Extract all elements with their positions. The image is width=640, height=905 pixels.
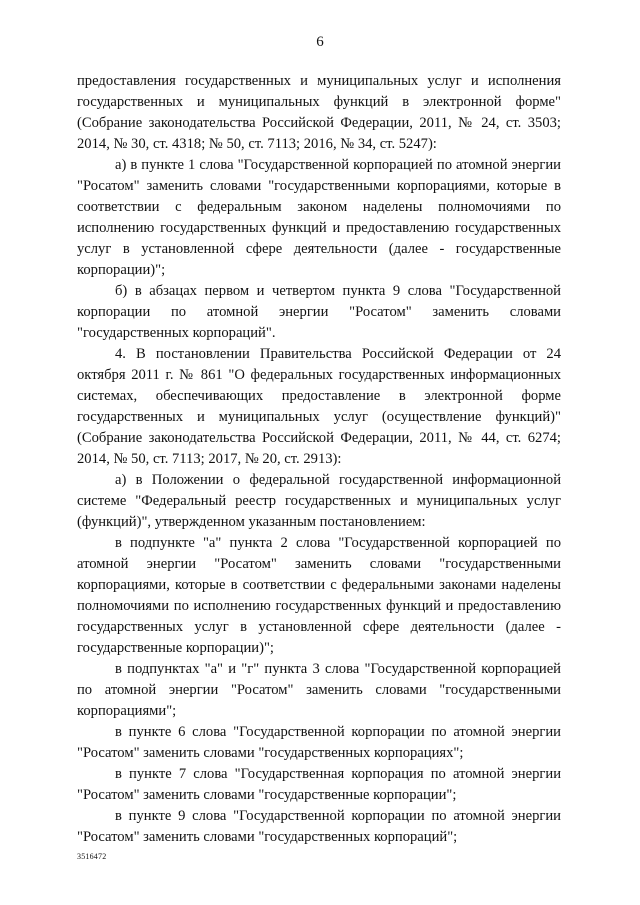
paragraph: в пункте 7 слова "Государственная корпорация по атомной энергии "Росатом" заменить словами "государственные корпорации"; — [77, 766, 561, 803]
document-body — [77, 71, 561, 848]
paragraph: в пункте 9 слова "Государственной корпорации по атомной энергии "Росатом" заменить словами "государственных корпораций"; — [77, 808, 561, 845]
page-number: 6 — [316, 34, 324, 50]
paragraph: а) в Положении о федеральной государственной информационной системе "Федеральный реестр государственных и муниципальных услуг (функций)", утвержденном указанным постановлением: — [77, 472, 561, 530]
document-code: 3516472 — [77, 852, 107, 861]
paragraph: в подпункте "а" пункта 2 слова "Государственной корпорацией по атомной энергии "Росатом" заменить словами "государственными корпорациями, которые в соответствии с федеральными законами наделены полномочиями по исполнению государственных функций и предоставлению государственных услуг в установленной сфере деятельности (далее - государственные корпорации)"; — [77, 535, 561, 656]
paragraph: в подпунктах "а" и "г" пункта 3 слова "Государственной корпорацией по атомной энергии "Росатом" заменить словами "государственными корпорациями"; — [77, 661, 561, 719]
paragraph: 4. В постановлении Правительства Российской Федерации от 24 октября 2011 г. № 861 "О федеральных государственных информационных системах, обеспечивающих предоставление в электронной форме государственных и муниципальных услуг (осуществление функций)" (Собрание законодательства Российской Федерации, 2011, № 44, ст. 6274; 2014, № 50, ст. 7113; 2017, № 20, ст. 2913): — [77, 346, 561, 467]
paragraph: а) в пункте 1 слова "Государственной корпорацией по атомной энергии "Росатом" заменить словами "государственными корпорациями, которые в соответствии с федеральным законом наделены полномочиями по исполнению государственных функций и предоставлению государственных услуг в установленной сфере деятельности (далее - государственные корпорации)"; — [77, 157, 561, 278]
paragraph: предоставления государственных и муниципальных услуг и исполнения государственных и муниципальных функций в электронной форме" (Собрание законодательства Российской Федерации, 2011, № 24, ст. 3503; 2014, № 30, ст. 4318; № 50, ст. 7113; 2016, № 34, ст. 5247): — [77, 73, 561, 152]
paragraph: б) в абзацах первом и четвертом пункта 9 слова "Государственной корпорации по атомной энергии "Росатом" заменить словами "государственных корпораций". — [77, 283, 561, 341]
paragraph: в пункте 6 слова "Государственной корпорации по атомной энергии "Росатом" заменить словами "государственных корпорациях"; — [77, 724, 561, 761]
